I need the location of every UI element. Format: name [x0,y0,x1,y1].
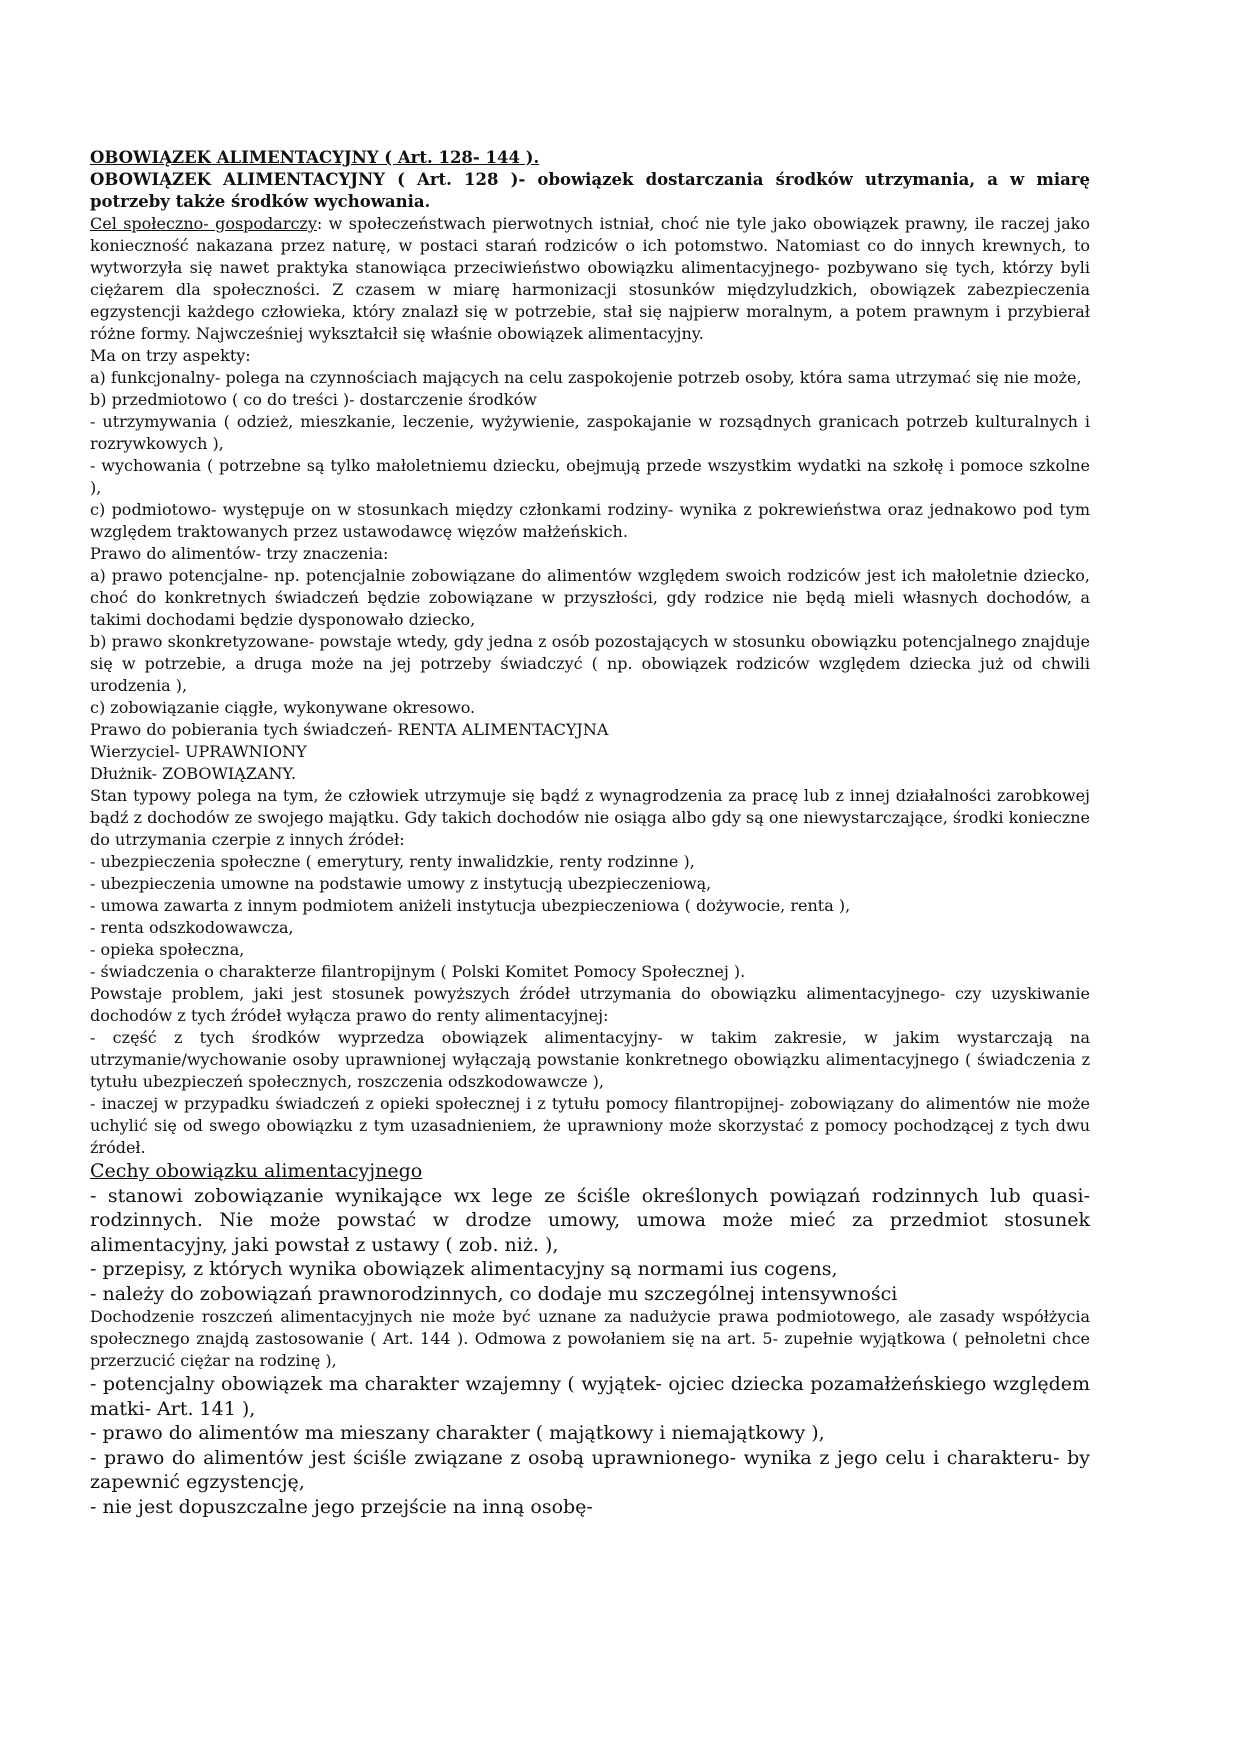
cechy-item-1: - stanowi zobowiązanie wynikające wx lege ze ściśle określonych powiązań rodzinnych lub quasi-rodzinnych. Nie może powstać w drodze umowy, umowa może mieć za przedmiot stosunek alimentacyjny, jaki powstał z ustawy ( zob. niż. ), [90,1184,1090,1256]
prawo-a: a) prawo potencjalne- np. potencjalnie zobowiązane do alimentów względem swoich rodziców jest ich małoletnie dziecko, choć do konkretnych świadczeń będzie zobowiązane w przyszłości, gdy rodzice nie będą mieli własnych dochodów, a takimi dochodami będzie dysponowało dziecko, [90,566,1090,629]
renta-line: Prawo do pobierania tych świadczeń- RENTA ALIMENTACYJNA [90,720,609,739]
cechy-item-7: - nie jest dopuszczalne jego przejście na inną osobę- [90,1495,593,1518]
aspekt-b1: - utrzymywania ( odzież, mieszkanie, leczenie, wyżywienie, zaspokajanie w rozsądnych granicach potrzeb kulturalnych i rozrywkowych ), [90,412,1090,453]
cechy-heading: Cechy obowiązku alimentacyjnego [90,1160,423,1182]
cel-label: Cel społeczno- gospodarczy [90,214,317,233]
aspekty-heading: Ma on trzy aspekty: [90,346,251,365]
aspekt-b2: - wychowania ( potrzebne są tylko małoletniemu dziecku, obejmują przede wszystkim wydatki na szkołę i pomoce szkolne ), [90,456,1090,497]
cel-text: : w społeczeństwach pierwotnych istniał, choć nie tyle jako obowiązek prawny, ile raczej jako konieczność nakazana przez naturę, w postaci starań rodziców o ich potomstwo. Natomiast co do innych krewnych, to wytworzyła się nawet praktyka stanowiąca przeciwieństwo obowiązku alimentacyjnego- pozbywano się tych, którzy byli ciężarem dla społeczności. Z czasem w miarę harmonizacji stosunków międzyludzkich, obowiązek zabezpieczenia egzystencji każdego człowieka, który znalazł się w potrzebie, stał się najpierw moralnym, a potem prawnym i przybierał różne formy. Najwcześniej wykształcił się właśnie obowiązek alimentacyjny. [90,214,1091,343]
zrodlo-item: - opieka społeczna, [90,940,245,959]
problem-paragraph: Powstaje problem, jaki jest stosunek powyższych źródeł utrzymania do obowiązku alimentacyjnego- czy uzyskiwanie dochodów z tych źródeł wyłącza prawo do renty alimentacyjnej: [90,984,1090,1025]
zrodlo-item: - umowa zawarta z innym podmiotem aniżeli instytucja ubezpieczeniowa ( dożywocie, renta ), [90,896,851,915]
cel-paragraph [90,213,1090,345]
dluznik-line: Dłużnik- ZOBOWIĄZANY. [90,764,297,783]
cechy-item-2: - przepisy, z których wynika obowiązek alimentacyjny są normami ius cogens, [90,1258,838,1280]
aspekt-b: b) przedmiotowo ( co do treści )- dostarczenie środków [90,390,537,409]
wierzyciel-line: Wierzyciel- UPRAWNIONY [90,742,307,761]
zrodlo-item: - renta odszkodowawcza, [90,918,294,937]
zrodlo-item: - świadczenia o charakterze filantropijnym ( Polski Komitet Pomocy Społecznej ). [90,962,746,981]
zrodlo-item: - ubezpieczenia społeczne ( emerytury, renty inwalidzkie, renty rodzinne ), [90,852,695,871]
cechy-item-6: - prawo do alimentów jest ściśle związane z osobą uprawnionego- wynika z jego celu i charakteru- by zapewnić egzystencję, [90,1446,1090,1493]
prawo-c: c) zobowiązanie ciągłe, wykonywane okresowo. [90,698,476,717]
document-title: OBOWIĄZEK ALIMENTACYJNY ( Art. 128- 144 ). [90,148,540,167]
problem-item-1: - część z tych środków wyprzedza obowiązek alimentacyjny- w takim zakresie, w jakim wystarczają na utrzymanie/wychowanie osoby uprawnionej wyłączają powstanie konkretnego obowiązku alimentacyjnego ( świadczenia z tytułu ubezpieczeń społecznych, roszczenia odszkodowawcze ), [90,1028,1090,1091]
cechy-item-4: - potencjalny obowiązek ma charakter wzajemny ( wyjątek- ojciec dziecka pozamałżeńskiego względem matki- Art. 141 ), [90,1373,1090,1420]
dochodzenie-paragraph: Dochodzenie roszczeń alimentacyjnych nie może być uznane za nadużycie prawa podmiotowego, ale zasady współżycia społecznego znajdą zastosowanie ( Art. 144 ). Odmowa z powołaniem się na art. 5- zupełnie wyjątkowa ( pełnoletni chce przerzucić ciężar na rodzinę ), [90,1307,1090,1370]
zrodlo-item: - ubezpieczenia umowne na podstawie umowy z instytucją ubezpieczeniową, [90,874,712,893]
cechy-item-3: - należy do zobowiązań prawnorodzinnych, co dodaje mu szczególnej intensywności [90,1282,898,1305]
aspekt-c: c) podmiotowo- występuje on w stosunkach między członkami rodziny- wynika z pokrewieństwa oraz jednakowo pod tym względem traktowanych przez ustawodawcę więzów małżeńskich. [90,500,1090,541]
document-subtitle: OBOWIĄZEK ALIMENTACYJNY ( Art. 128 )- obowiązek dostarczania środków utrzymania, a w miarę potrzeby także środków wychowania. [90,170,1090,211]
stan-paragraph: Stan typowy polega na tym, że człowiek utrzymuje się bądź z wynagrodzenia za pracę lub z innej działalności zarobkowej bądź z dochodów ze swojego majątku. Gdy takich dochodów nie osiąga albo gdy są one niewystarczające, środki konieczne do utrzymania czerpie z innych źródeł: [90,786,1090,849]
cechy-item-5: - prawo do alimentów ma mieszany charakter ( majątkowy i niemajątkowy ), [90,1422,825,1444]
aspekt-a: a) funkcjonalny- polega na czynnościach mających na celu zaspokojenie potrzeb osoby, która sama utrzymać się nie może, [90,368,1082,387]
problem-item-2: - inaczej w przypadku świadczeń z opieki społecznej i z tytułu pomocy filantropijnej- zobowiązany do alimentów nie może uchylić się od swego obowiązku z tym uzasadnieniem, że uprawniony może skorzystać z pomocy pochodzącej z tych dwu źródeł. [90,1094,1090,1157]
prawo-heading: Prawo do alimentów- trzy znaczenia: [90,544,389,563]
prawo-b: b) prawo skonkretyzowane- powstaje wtedy, gdy jedna z osób pozostających w stosunku obowiązku potencjalnego znajduje się w potrzebie, a druga może na jej potrzeby świadczyć ( np. obowiązek rodziców względem dziecka już od chwili urodzenia ), [90,632,1090,695]
document-page [90,146,1090,1519]
